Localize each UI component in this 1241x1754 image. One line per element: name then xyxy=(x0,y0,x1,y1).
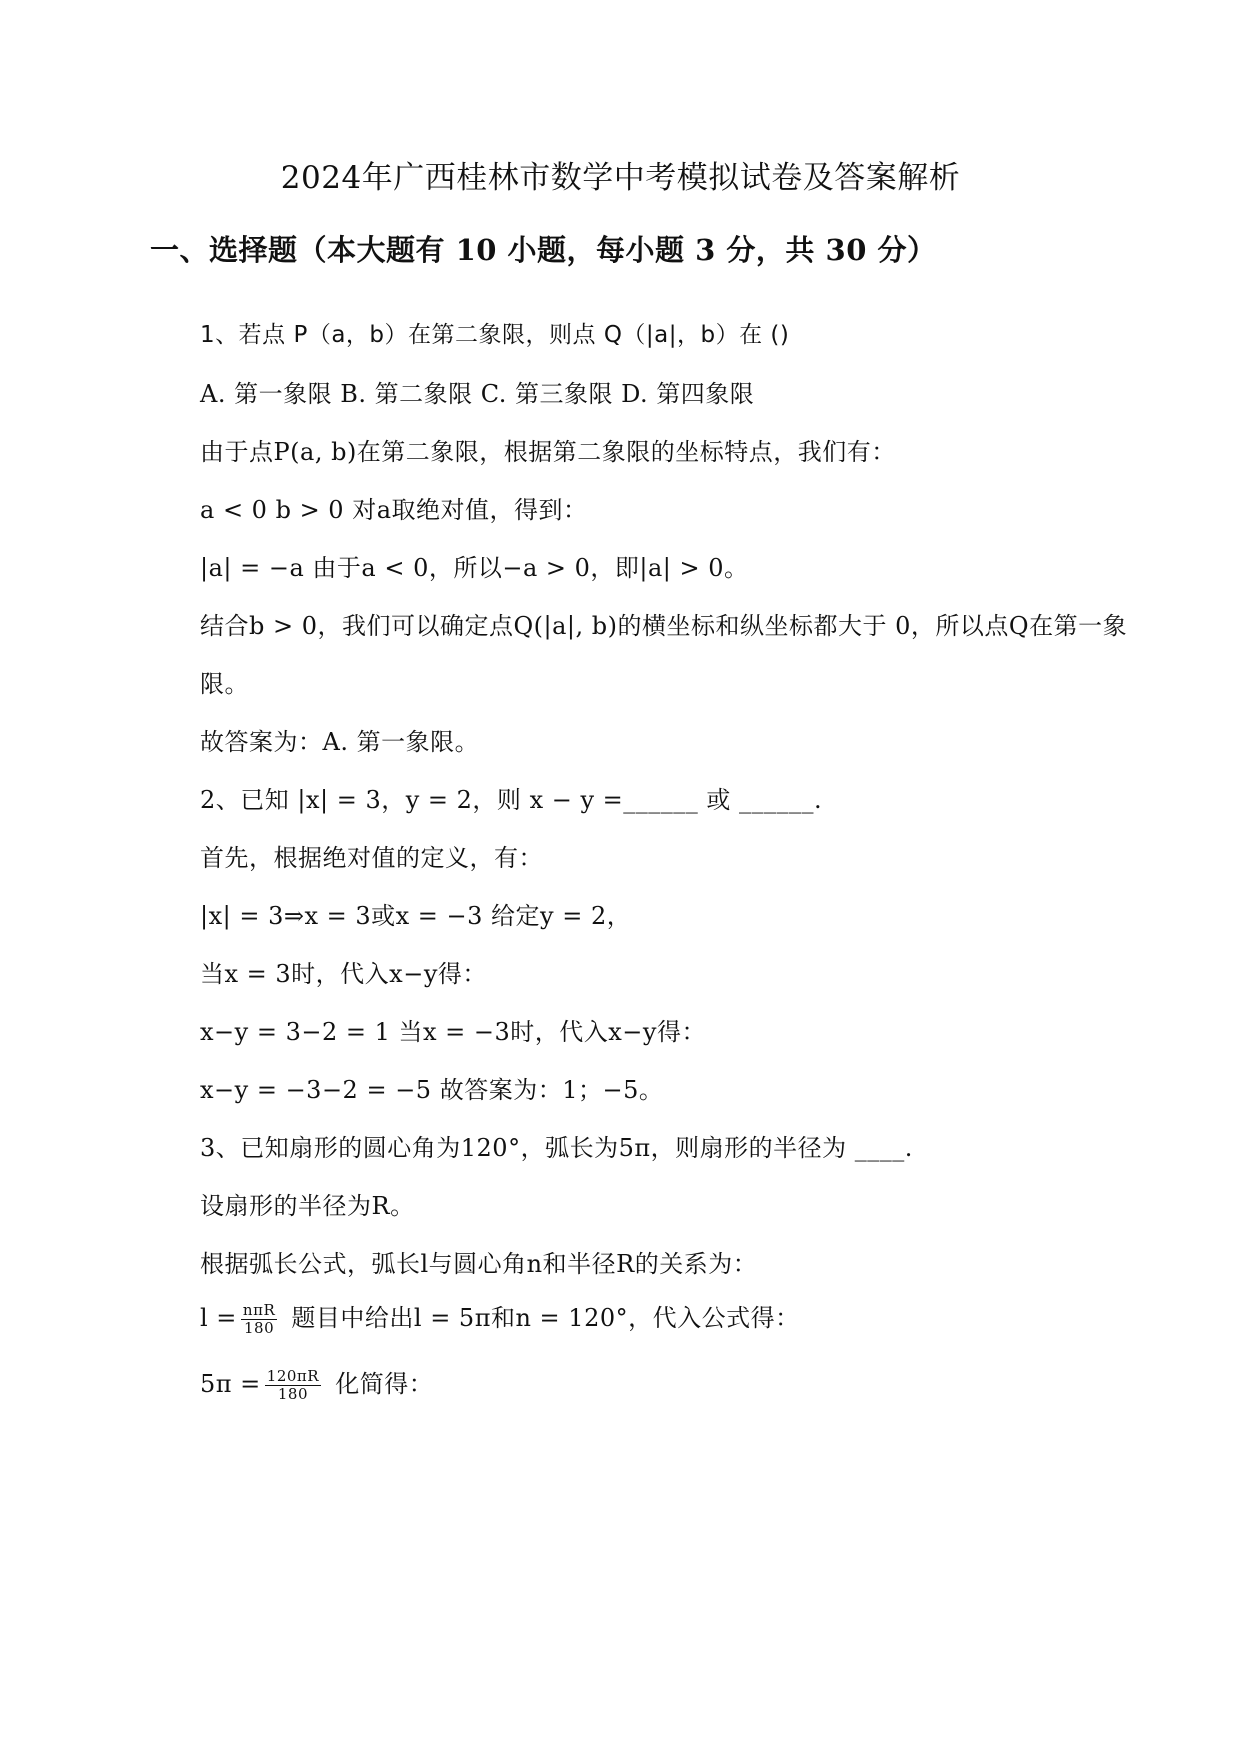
fraction-numerator: 120πR xyxy=(266,1367,320,1385)
solution-line: 由于点P(a, b)在第二象限，根据第二象限的坐标特点，我们有： xyxy=(200,438,896,466)
solution-line: 首先，根据绝对值的定义，有： xyxy=(200,844,543,872)
question-2: 2、已知 |x| = 3，y = 2，则 x − y =______ 或 ______. xyxy=(200,786,823,814)
formula-text: 题目中给出l = 5π和n = 120°，代入公式得： xyxy=(291,1304,800,1332)
answer-line: x−y = −3−2 = −5 故答案为：1；−5。 xyxy=(200,1076,664,1104)
fraction-denominator: 180 xyxy=(277,1385,308,1403)
formula-line xyxy=(200,1298,800,1337)
solution-line: 设扇形的半径为R。 xyxy=(200,1192,415,1220)
solution-line: a < 0 b > 0 对a取绝对值，得到： xyxy=(200,496,588,524)
question-1-options: A. 第一象限 B. 第二象限 C. 第三象限 D. 第四象限 xyxy=(200,380,755,408)
formula-lhs: 5π = xyxy=(200,1370,261,1398)
solution-line: x−y = 3−2 = 1 当x = −3时，代入x−y得： xyxy=(200,1018,706,1046)
solution-line: |a| = −a 由于a < 0，所以−a > 0，即|a| > 0。 xyxy=(200,554,749,582)
solution-line: 当x = 3时，代入x−y得： xyxy=(200,960,487,988)
formula-line xyxy=(200,1364,433,1403)
solution-line: |x| = 3⇒x = 3或x = −3 给定y = 2， xyxy=(200,902,632,930)
fraction xyxy=(265,1368,321,1403)
solution-line: 限。 xyxy=(200,670,249,698)
question-1: 1、若点 P（a，b）在第二象限，则点 Q（|a|，b）在 () xyxy=(200,322,790,348)
section-heading: 一、选择题（本大题有 10 小题，每小题 3 分，共 30 分） xyxy=(150,233,937,267)
fraction-numerator: nπR xyxy=(242,1301,276,1319)
fraction xyxy=(241,1302,277,1337)
question-3: 3、已知扇形的圆心角为120°，弧长为5π，则扇形的半径为 ____. xyxy=(200,1134,913,1162)
formula-text: 化简得： xyxy=(335,1370,434,1398)
answer-line: 故答案为：A. 第一象限。 xyxy=(200,728,480,756)
fraction-denominator: 180 xyxy=(244,1319,275,1337)
formula-lhs: l = xyxy=(200,1304,237,1332)
document-title: 2024年广西桂林市数学中考模拟试卷及答案解析 xyxy=(280,160,961,196)
solution-line: 结合b > 0，我们可以确定点Q(|a|, b)的横坐标和纵坐标都大于 0，所以点Q在第一象 xyxy=(200,612,1128,640)
solution-line: 根据弧长公式，弧长l与圆心角n和半径R的关系为： xyxy=(200,1250,758,1278)
